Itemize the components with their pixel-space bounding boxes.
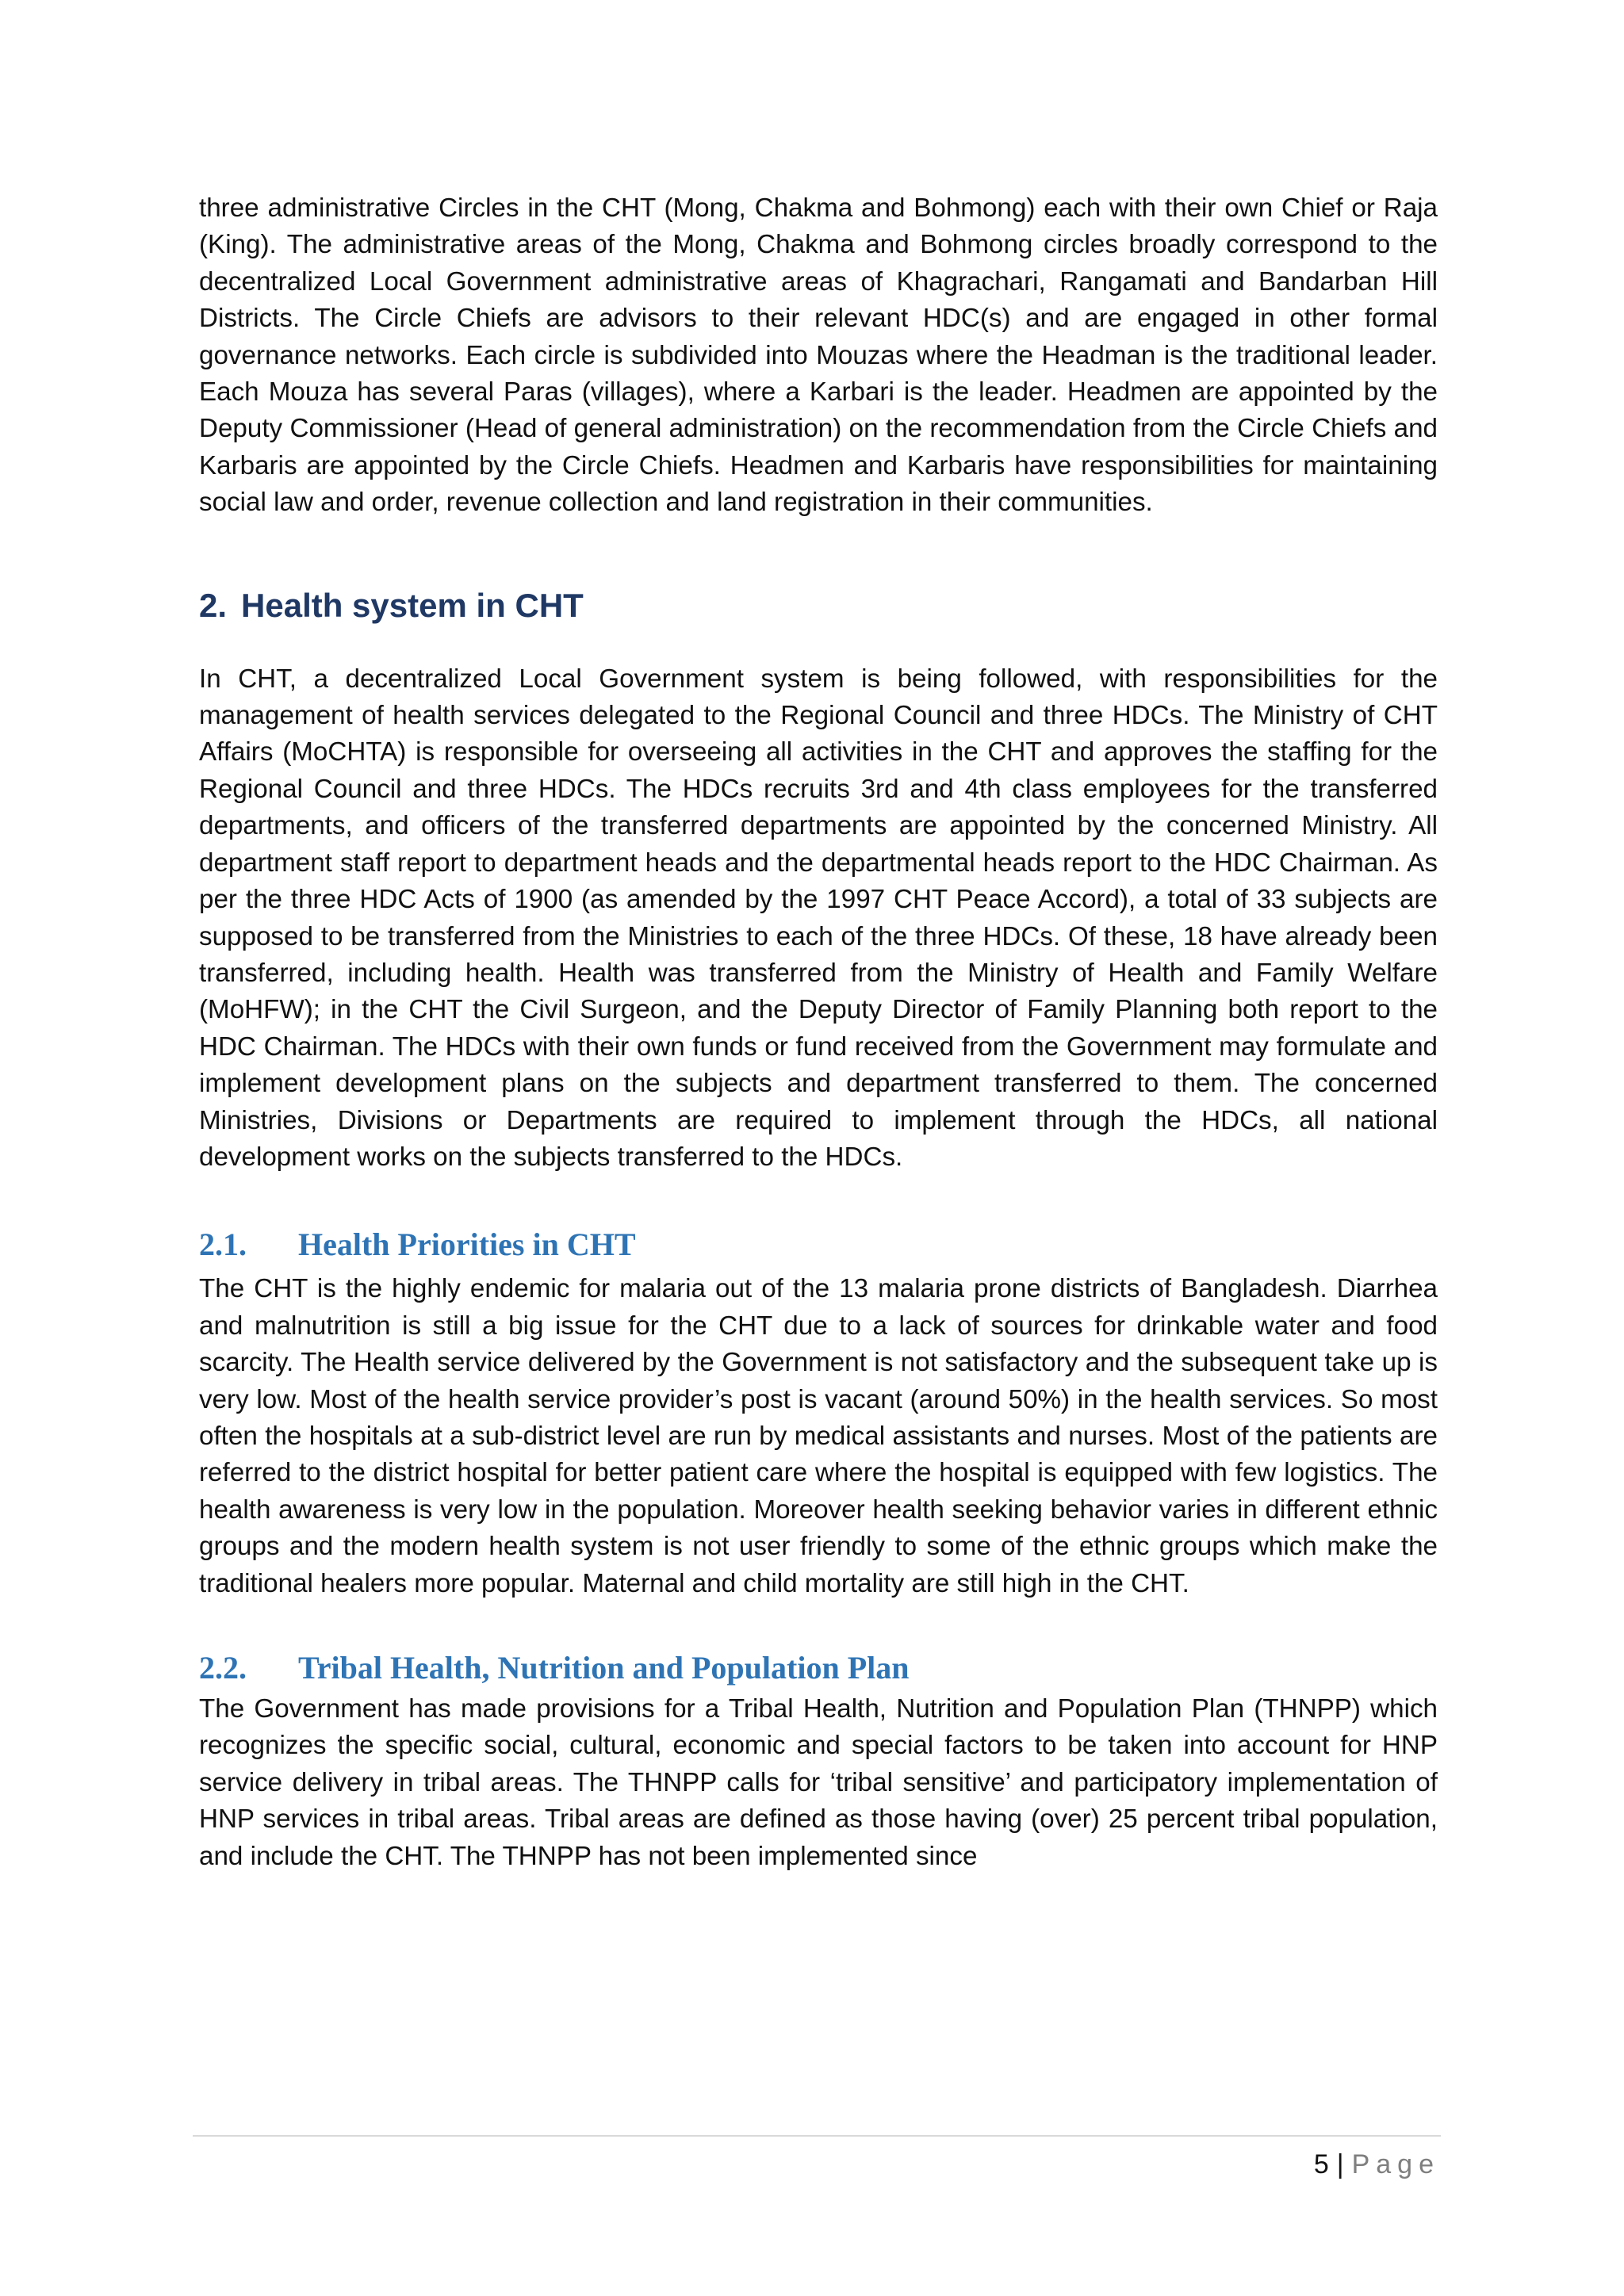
page-number: 5: [1313, 2149, 1329, 2179]
section-2-2-heading: [199, 1648, 1438, 1688]
section-2-1-number: 2.1.: [199, 1226, 247, 1263]
intro-paragraph: three administrative Circles in the CHT (Mong, Chakma and Bohmong) each with their own Chief or Raja (King). The administrative areas of the Mong, Chakma and Bohmong circles broadly correspond to the decentralized Local Government administrative areas of Khagrachari, Rangamati and Bandarban Hill Districts. The Circle Chiefs are advisors to their relevant HDC(s) and are engaged in other formal governance networks. Each circle is subdivided into Mouzas where the Headman is the traditional leader. Each Mouza has several Paras (villages), where a Karbari is the leader. Headmen are appointed by the Deputy Commissioner (Head of general administration) on the recommendation from the Circle Chiefs and Karbaris are appointed by the Circle Chiefs. Headmen and Karbaris have responsibilities for maintaining social law and order, revenue collection and land registration in their communities.: [199, 193, 1438, 518]
section-2-title: Health system in CHT: [241, 586, 584, 624]
health-priorities-paragraph: The CHT is the highly endemic for malaria out of the 13 malaria prone districts of Bangladesh. Diarrhea and malnutrition is still a big issue for the CHT due to a lack of sources for drinkable water and food scarcity. The Health service delivered by the Government is not satisfactory and the subsequent take up is very low. Most of the health service provider’s post is vacant (around 50%) in the health services. So most often the hospitals at a sub-district level are run by medical assistants and nurses. Most of the patients are referred to the district hospital for better patient care where the hospital is equipped with few logistics. The health awareness is very low in the population. Moreover health seeking behavior varies in different ethnic groups and the modern health system is not user friendly to some of the ethnic groups which make the traditional healers more popular. Maternal and child mortality are still high in the CHT.: [199, 1274, 1438, 1598]
footer-separator: |: [1336, 2149, 1344, 2179]
page-content: [199, 190, 1438, 1875]
section-2-2-title: Tribal Health, Nutrition and Population Plan: [298, 1650, 910, 1686]
health-system-paragraph: In CHT, a decentralized Local Government system is being followed, with responsibilities for the management of health services delegated to the Regional Council and three HDCs. The Ministry of CHT Affairs (MoCHTA) is responsible for overseeing all activities in the CHT and approves the staffing for the Regional Council and three HDCs. The HDCs recruits 3rd and 4th class employees for the transferred departments, and officers of the transferred departments are appointed by the concerned Ministry. All department staff report to department heads and the departmental heads report to the HDC Chairman. As per the three HDC Acts of 1900 (as amended by the 1997 CHT Peace Accord), a total of 33 subjects are supposed to be transferred from the Ministries to each of the three HDCs. Of these, 18 have already been transferred, including health. Health was transferred from the Ministry of Health and Family Welfare (MoHFW); in the CHT the Civil Surgeon, and the Deputy Director of Family Planning both report to the HDC Chairman. The HDCs with their own funds or fund received from the Government may formulate and implement development plans on the subjects and department transferred to them. The concerned Ministries, Divisions or Departments are required to implement through the HDCs, all national development works on the subjects transferred to the HDCs.: [199, 664, 1438, 1172]
page-label: Page: [1351, 2149, 1440, 2179]
section-2-1-heading: [199, 1225, 1438, 1265]
section-2-2-number: 2.2.: [199, 1650, 247, 1686]
footer-divider: [193, 2135, 1441, 2137]
section-2-number: 2.: [199, 586, 228, 624]
page-footer: [1314, 2147, 1440, 2182]
thnpp-paragraph: The Government has made provisions for a Tribal Health, Nutrition and Population Plan (THNPP) which recognizes the specific social, cultural, economic and special factors to be taken into account for HNP service delivery in tribal areas. The THNPP calls for ‘tribal sensitive’ and participatory implementation of HNP services in tribal areas. Tribal areas are defined as those having (over) 25 percent tribal population, and include the CHT. The THNPP has not been implemented since: [199, 1694, 1438, 1871]
section-2-1-title: Health Priorities in CHT: [298, 1226, 636, 1263]
section-2-heading: [199, 585, 1438, 626]
